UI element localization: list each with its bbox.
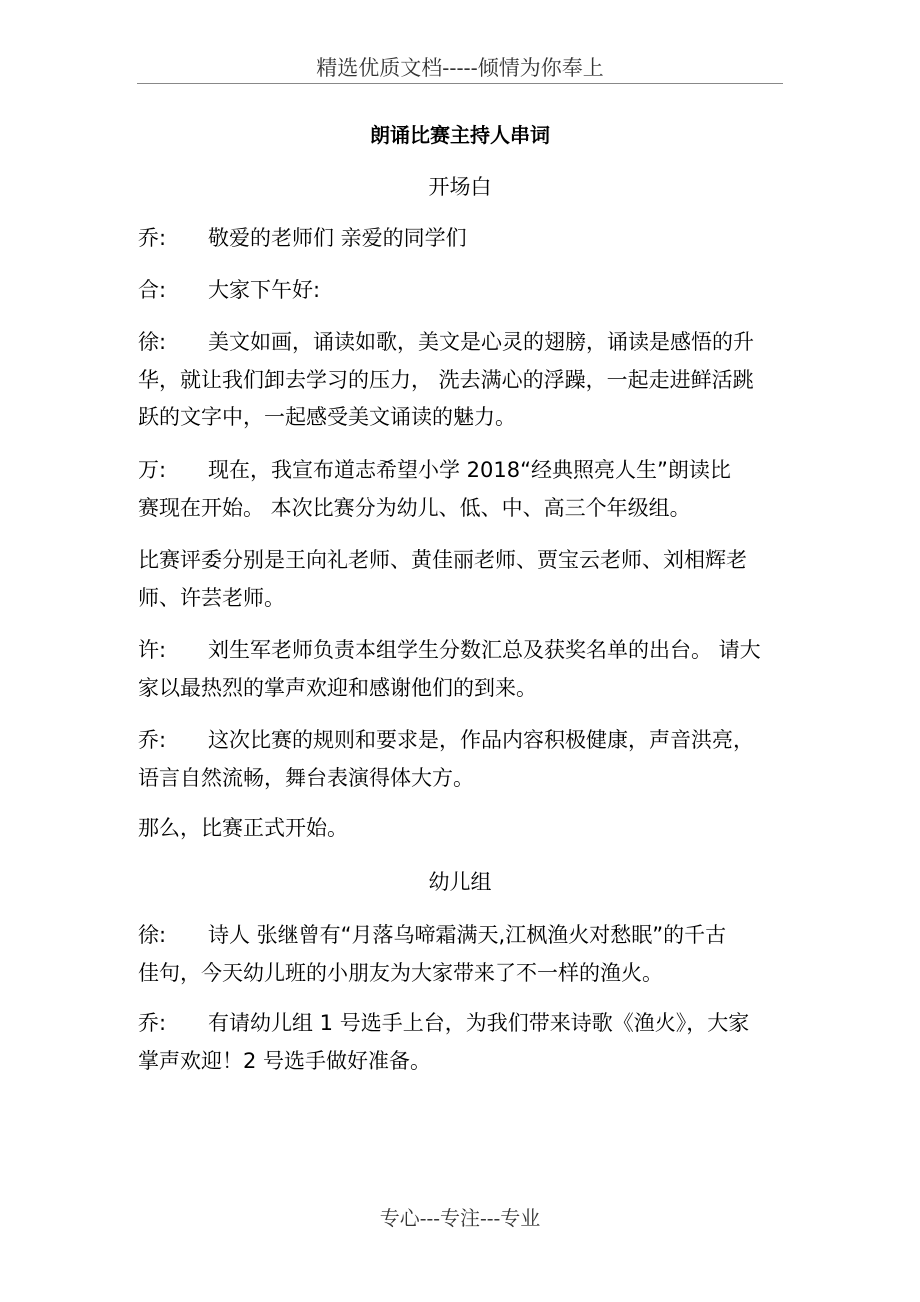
paragraph bbox=[138, 722, 798, 797]
line-text: 掌声欢迎！2 号选手做好准备。 bbox=[138, 1048, 432, 1073]
speaker-label: 乔: bbox=[138, 728, 167, 752]
speaker-label: 合: bbox=[138, 278, 167, 302]
line-text: 诗人 张继曾有“月落乌啼霜满天,江枫渔火对愁眠”的千古 bbox=[208, 923, 727, 947]
line-text: 佳句，今天幼儿班的小朋友为大家带来了不一样的渔火。 bbox=[138, 960, 663, 985]
header-divider bbox=[137, 83, 783, 84]
page-footer: 专心---专注---专业 bbox=[379, 1206, 541, 1230]
paragraph bbox=[138, 542, 798, 617]
speaker-label: 万: bbox=[138, 458, 167, 482]
line-text: 敬爱的老师们 亲爱的同学们 bbox=[208, 226, 467, 250]
speaker-label: 许: bbox=[138, 638, 167, 662]
line-text: 华，就让我们卸去学习的压力， 洗去满心的浮躁，一起走进鲜活跳 bbox=[138, 367, 754, 392]
line-text: 美文如画，诵读如歌，美文是心灵的翅膀，诵读是感悟的升 bbox=[208, 330, 754, 354]
paragraph-line bbox=[138, 670, 798, 708]
section-heading-opening: 开场白 bbox=[428, 175, 492, 199]
line-text: 赛现在开始。 本次比赛分为幼儿、低、中、高三个年级组。 bbox=[138, 495, 691, 520]
line-text: 那么，比赛正式开始。 bbox=[138, 816, 348, 840]
paragraph-line bbox=[138, 810, 798, 848]
line-text: 语言自然流畅，舞台表演得体大方。 bbox=[138, 765, 474, 790]
speaker-label: 徐: bbox=[138, 923, 167, 947]
paragraph-line bbox=[138, 542, 798, 580]
line-text: 刘生军老师负责本组学生分数汇总及获奖名单的出台。 请大 bbox=[208, 638, 761, 662]
paragraph bbox=[138, 272, 798, 310]
paragraph-line bbox=[138, 1005, 798, 1043]
paragraph-line bbox=[138, 917, 798, 955]
paragraph-line bbox=[138, 220, 798, 258]
paragraph-line bbox=[138, 632, 798, 670]
paragraph-line bbox=[138, 272, 798, 310]
document-title: 朗诵比赛主持人串词 bbox=[370, 123, 550, 147]
line-text: 跃的文字中，一起感受美文诵读的魅力。 bbox=[138, 405, 516, 429]
paragraph-line bbox=[138, 1043, 798, 1081]
line-text: 这次比赛的规则和要求是，作品内容积极健康，声音洪亮， bbox=[208, 728, 754, 752]
paragraph-line bbox=[138, 722, 798, 760]
paragraph-line bbox=[138, 324, 798, 362]
paragraph-line bbox=[138, 580, 798, 618]
paragraph-line bbox=[138, 362, 798, 400]
line-text: 家以最热烈的掌声欢迎和感谢他们的到来。 bbox=[138, 675, 537, 700]
speaker-label: 乔: bbox=[138, 1011, 167, 1035]
paragraph-line bbox=[138, 490, 798, 528]
paragraph-line bbox=[138, 955, 798, 993]
paragraph bbox=[138, 452, 798, 527]
line-text: 比赛评委分别是王向礼老师、黄佳丽老师、贾宝云老师、刘相辉老 bbox=[138, 548, 747, 572]
line-text: 现在，我宣布道志希望小学 2018“经典照亮人生”朗读比 bbox=[208, 458, 731, 482]
paragraph bbox=[138, 324, 798, 437]
speaker-label: 徐: bbox=[138, 330, 167, 354]
paragraph bbox=[138, 810, 798, 848]
paragraph-line bbox=[138, 452, 798, 490]
section-heading-kindergarten: 幼儿组 bbox=[428, 870, 492, 894]
paragraph-line bbox=[138, 399, 798, 437]
paragraph bbox=[138, 1005, 798, 1080]
speaker-label: 乔: bbox=[138, 226, 167, 250]
line-text: 有请幼儿组 1 号选手上台，为我们带来诗歌《渔火》，大家 bbox=[208, 1011, 750, 1035]
line-text: 大家下午好: bbox=[208, 278, 321, 302]
paragraph bbox=[138, 220, 798, 258]
paragraph bbox=[138, 917, 798, 992]
page-header: 精选优质文档-----倾情为你奉上 bbox=[316, 56, 604, 80]
paragraph-line bbox=[138, 760, 798, 798]
paragraph bbox=[138, 632, 798, 707]
line-text: 师、许芸老师。 bbox=[138, 585, 285, 610]
